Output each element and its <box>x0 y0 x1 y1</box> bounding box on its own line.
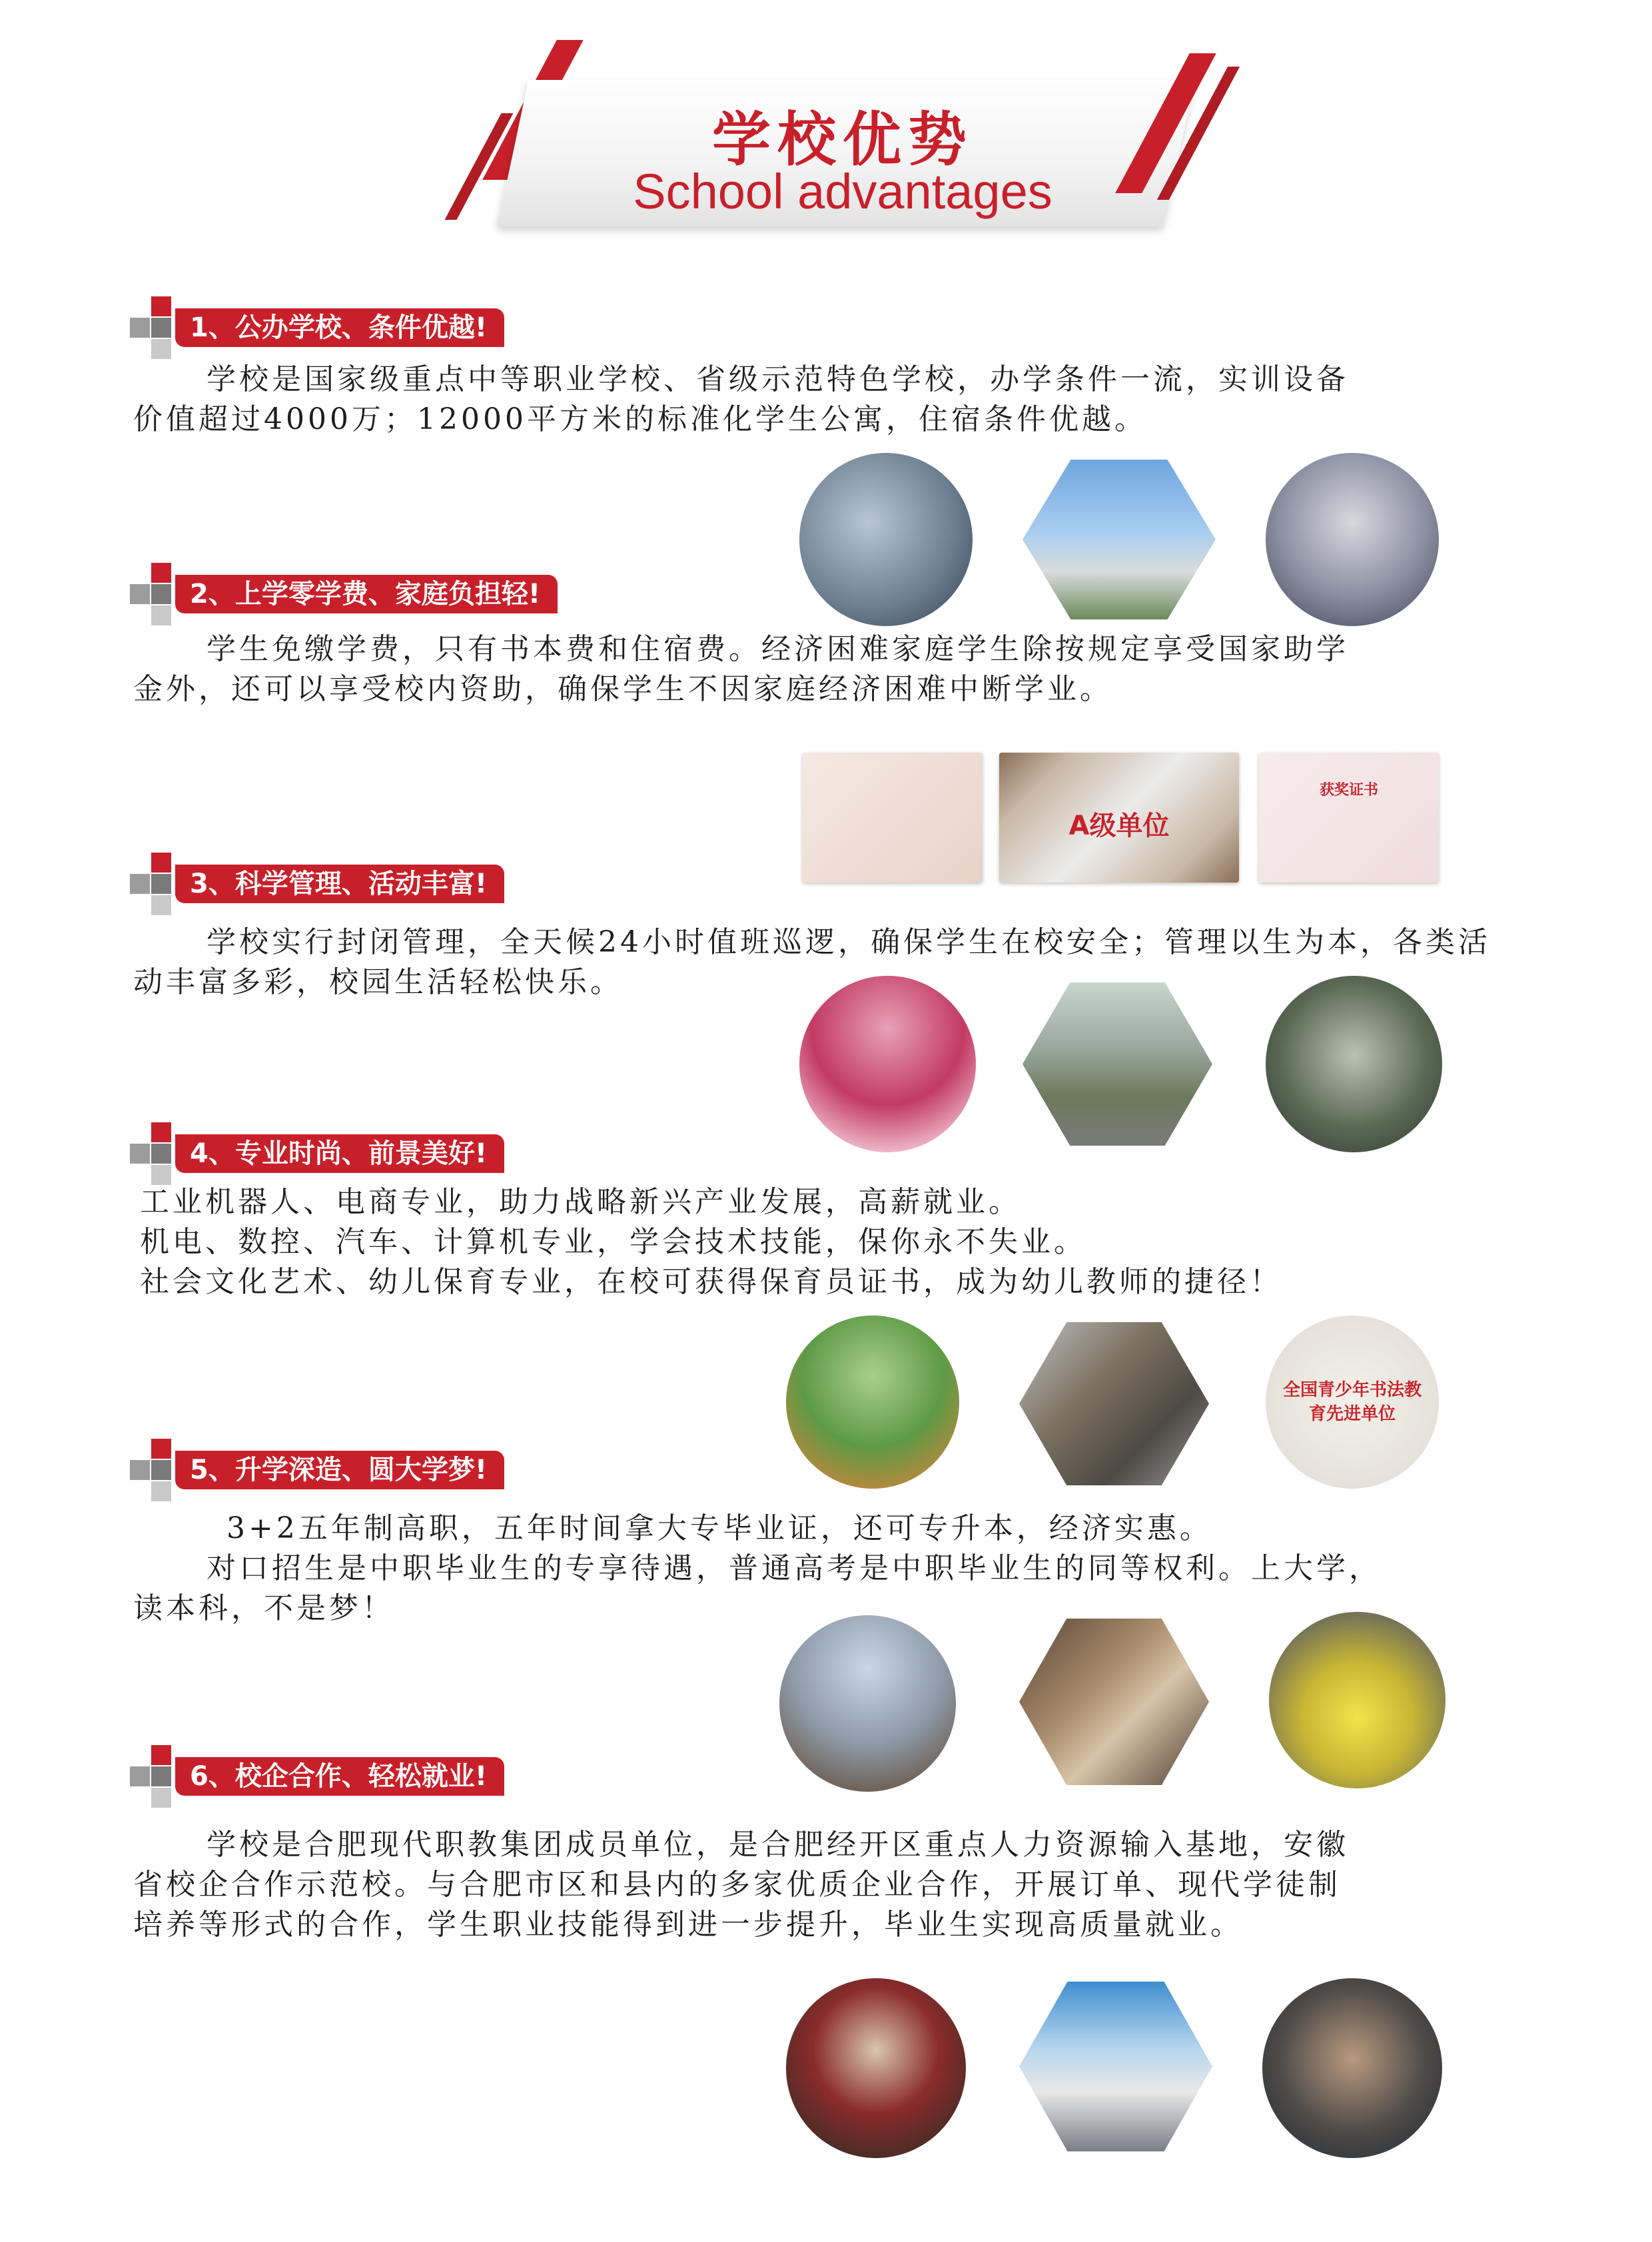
stage-performance-photo <box>799 976 976 1152</box>
square-decoration <box>151 1144 171 1164</box>
page-subtitle: School advantages <box>633 164 1052 219</box>
square-decoration <box>151 296 171 316</box>
student-practice-photo <box>1266 453 1439 626</box>
page-title: 学校优势 <box>711 105 973 174</box>
section-heading: 6、校企合作、轻松就业! <box>175 1757 504 1796</box>
text-line: 培养等形式的合作，学生职业技能得到进一步提升，毕业生实现高质量就业。 <box>133 1908 1243 1942</box>
section-1-label <box>130 296 583 356</box>
campus-guards-photo <box>1023 982 1212 1146</box>
text-line: 读本科，不是梦！ <box>133 1591 394 1625</box>
section-5-text <box>133 1509 1519 1629</box>
section-heading: 3、科学管理、活动丰富! <box>175 865 504 903</box>
section-heading: 2、上学零学费、家庭负担轻! <box>175 575 558 613</box>
student-march-photo <box>1266 976 1442 1152</box>
award-certificate-photo: 获奖证书 <box>1259 753 1439 883</box>
text-line: 机电、数控、汽车、计算机专业，学会技术技能，保你永不失业。 <box>140 1225 1086 1259</box>
section-2-text <box>133 629 1519 709</box>
square-decoration <box>151 1481 171 1501</box>
page-header <box>466 40 1219 240</box>
square-decoration <box>151 853 171 873</box>
square-decoration <box>151 1766 171 1786</box>
square-decoration <box>151 584 171 604</box>
production-base-photo <box>1019 1982 1212 2151</box>
text-line: 动丰富多彩，校园生活轻松快乐。 <box>133 965 623 999</box>
text-line: 省校企合作示范校。与合肥市区和县内的多家优质企业合作，开展订单、现代学徒制 <box>133 1868 1341 1902</box>
text-line: 对口招生是中职毕业生的专享待遇，普通高考是中职毕业生的同等权利。上大学， <box>206 1551 1382 1585</box>
section-3-label <box>130 853 583 913</box>
kindergarten-activity-photo <box>786 1315 959 1489</box>
campus-building-photo <box>1023 460 1216 619</box>
text-line: 工业机器人、电商专业，助力战略新兴产业发展，高薪就业。 <box>140 1185 1021 1219</box>
section-heading: 1、公办学校、条件优越! <box>175 308 504 347</box>
section-4-text <box>140 1182 1525 1302</box>
training-workshop-photo <box>799 453 973 626</box>
volunteer-group-photo <box>1269 1612 1446 1788</box>
text-line: 价值超过4000万；12000平方米的标准化学生公寓，住宿条件优越。 <box>133 402 1147 436</box>
section-4-label <box>130 1122 583 1182</box>
square-decoration <box>130 318 150 338</box>
square-decoration <box>130 874 150 894</box>
university-gate-photo <box>779 1615 956 1792</box>
square-decoration <box>151 1460 171 1480</box>
square-decoration <box>151 874 171 894</box>
square-decoration <box>130 1144 150 1164</box>
square-decoration <box>151 563 171 583</box>
section-6-text <box>133 1825 1519 1945</box>
text-line: 学校是合肥现代职教集团成员单位，是合肥经开区重点人力资源输入基地，安徽 <box>206 1828 1349 1862</box>
square-decoration <box>151 605 171 625</box>
section-1-text <box>133 360 1519 440</box>
text-line: 社会文化艺术、幼儿保育专业，在校可获得保育员证书，成为幼儿教师的捷径！ <box>140 1265 1282 1299</box>
square-decoration <box>151 1745 171 1765</box>
square-decoration <box>151 318 171 338</box>
square-decoration <box>130 1766 150 1786</box>
text-line: 学校实行封闭管理，全天候24小时值班巡逻，确保学生在校安全；管理以生为本，各类活 <box>206 925 1491 959</box>
certificate-photo <box>803 753 983 883</box>
section-6-label <box>130 1745 583 1805</box>
square-decoration <box>151 1788 171 1808</box>
section-2-label <box>130 563 583 623</box>
section-5-label <box>130 1439 583 1499</box>
machinery-lab-photo <box>1019 1322 1209 1485</box>
plaque-photo: A级单位 <box>999 753 1239 883</box>
text-line: 学校是国家级重点中等职业学校、省级示范特色学校，办学条件一流，实训设备 <box>206 362 1349 396</box>
square-decoration <box>130 1460 150 1480</box>
square-decoration <box>151 1122 171 1142</box>
calligraphy-award-photo: 全国青少年书法教育先进单位 <box>1266 1315 1439 1489</box>
text-line: 金外，还可以享受校内资助，确保学生不因家庭经济困难中断学业。 <box>133 672 1112 706</box>
text-line: 学生免缴学费，只有书本费和住宿费。经济困难家庭学生除按规定享受国家助学 <box>206 632 1349 666</box>
square-decoration <box>151 339 171 359</box>
workshop-students-photo <box>1019 1619 1209 1785</box>
square-decoration <box>130 584 150 604</box>
graduate-group-photo <box>1262 1978 1442 2158</box>
square-decoration <box>151 895 171 915</box>
square-decoration <box>151 1439 171 1459</box>
section-heading: 5、升学深造、圆大学梦! <box>175 1451 504 1489</box>
section-heading: 4、专业时尚、前景美好! <box>175 1134 504 1173</box>
signing-ceremony-photo <box>786 1978 966 2158</box>
text-line: 3+2五年制高职，五年时间拿大专毕业证，还可专升本，经济实惠。 <box>226 1511 1212 1545</box>
